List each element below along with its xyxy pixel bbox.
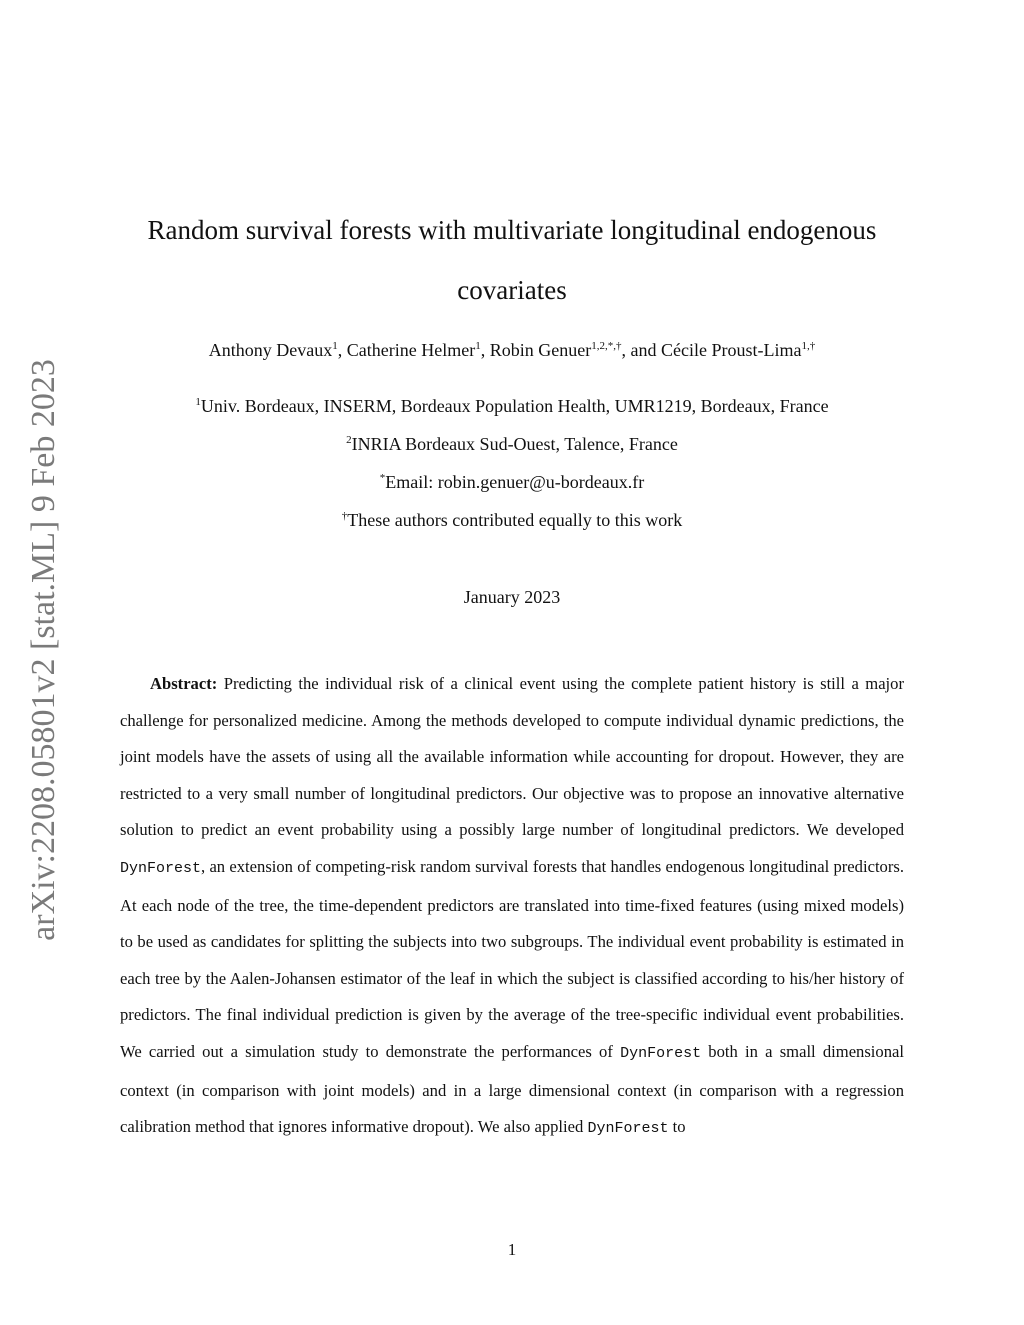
author-separator: , (337, 340, 347, 360)
publication-date: January 2023 (463, 587, 561, 607)
email-mark: * (379, 472, 386, 484)
affiliation-1 (110, 396, 914, 417)
note-mark: † (341, 510, 348, 522)
page-number: 1 (507, 1240, 517, 1259)
abstract-paragraph (120, 666, 904, 1148)
abstract-label: Abstract: (150, 674, 218, 693)
abstract-text: to (668, 1117, 686, 1137)
dynforest-code: DynForest (120, 859, 202, 877)
abstract-text: both in a small dimensional context (in comparison with joint models) and in a large dimensional context (in comparison with a regression calibration method that ignores informative dropout). We also applied (120, 1041, 904, 1137)
affiliation-text: Univ. Bordeaux, INSERM, Bordeaux Population Health, UMR1219, Bordeaux, France (200, 396, 829, 416)
affiliation-mark: 1 (195, 396, 201, 408)
note-text: These authors contributed equally to this work (347, 510, 683, 530)
author-name: Catherine Helmer (346, 340, 476, 360)
author-affiliation-mark: 1,† (801, 340, 816, 352)
affiliation-mark: 2 (346, 434, 352, 446)
author-separator: , and (621, 340, 661, 360)
affiliation-2 (110, 434, 914, 455)
abstract-text: Predicting the individual risk of a clinical event using the complete patient history is still a major challenge for personalized medicine. Among the methods developed to compute individual dynamic predictions, the joint models have the assets of using all the available information while accounting for dropout. However, they are restricted to a very small number of longitudinal predictors. Our objective was to propose an innovative alternative solution to predict an event probability using a possibly large number of longitudinal predictors. We developed (120, 674, 904, 840)
author-separator: , (480, 340, 490, 360)
author-list (110, 340, 914, 361)
author-name: Cécile Proust-Lima (660, 340, 802, 360)
email-text: Email: robin.genuer@u-bordeaux.fr (385, 472, 645, 492)
equal-contribution-note (110, 510, 914, 531)
affiliation-text: INRIA Bordeaux Sud-Ouest, Talence, France (351, 434, 678, 454)
dynforest-code: DynForest (587, 1120, 669, 1138)
arxiv-identifier-stamp: arXiv:2208.05801v2 [stat.ML] 9 Feb 2023 (25, 359, 62, 941)
contact-email (110, 472, 914, 493)
author-affiliation-mark: 1 (475, 340, 481, 352)
dynforest-code: DynForest (620, 1044, 702, 1062)
author-affiliation-mark: 1,2,*,† (591, 340, 622, 352)
author-name: Robin Genuer (489, 340, 592, 360)
author-name: Anthony Devaux (208, 340, 333, 360)
paper-title: Random survival forests with multivariate longitudinal endogenous covariates (147, 215, 877, 305)
abstract-text: , an extension of competing-risk random survival forests that handles endogenous longitudinal predictors. At each node of the tree, the time-dependent predictors are translated into time-fixed features (using mixed models) to be used as candidates for splitting the subjects into two subgroups. The individual event probability is estimated in each tree by the Aalen-Johansen estimator of the leaf in which the subject is classified according to his/her history of predictors. The final individual prediction is given by the average of the tree-specific individual event probabilities. We carried out a simulation study to demonstrate the performances of (120, 856, 904, 1061)
author-affiliation-mark: 1 (332, 340, 338, 352)
